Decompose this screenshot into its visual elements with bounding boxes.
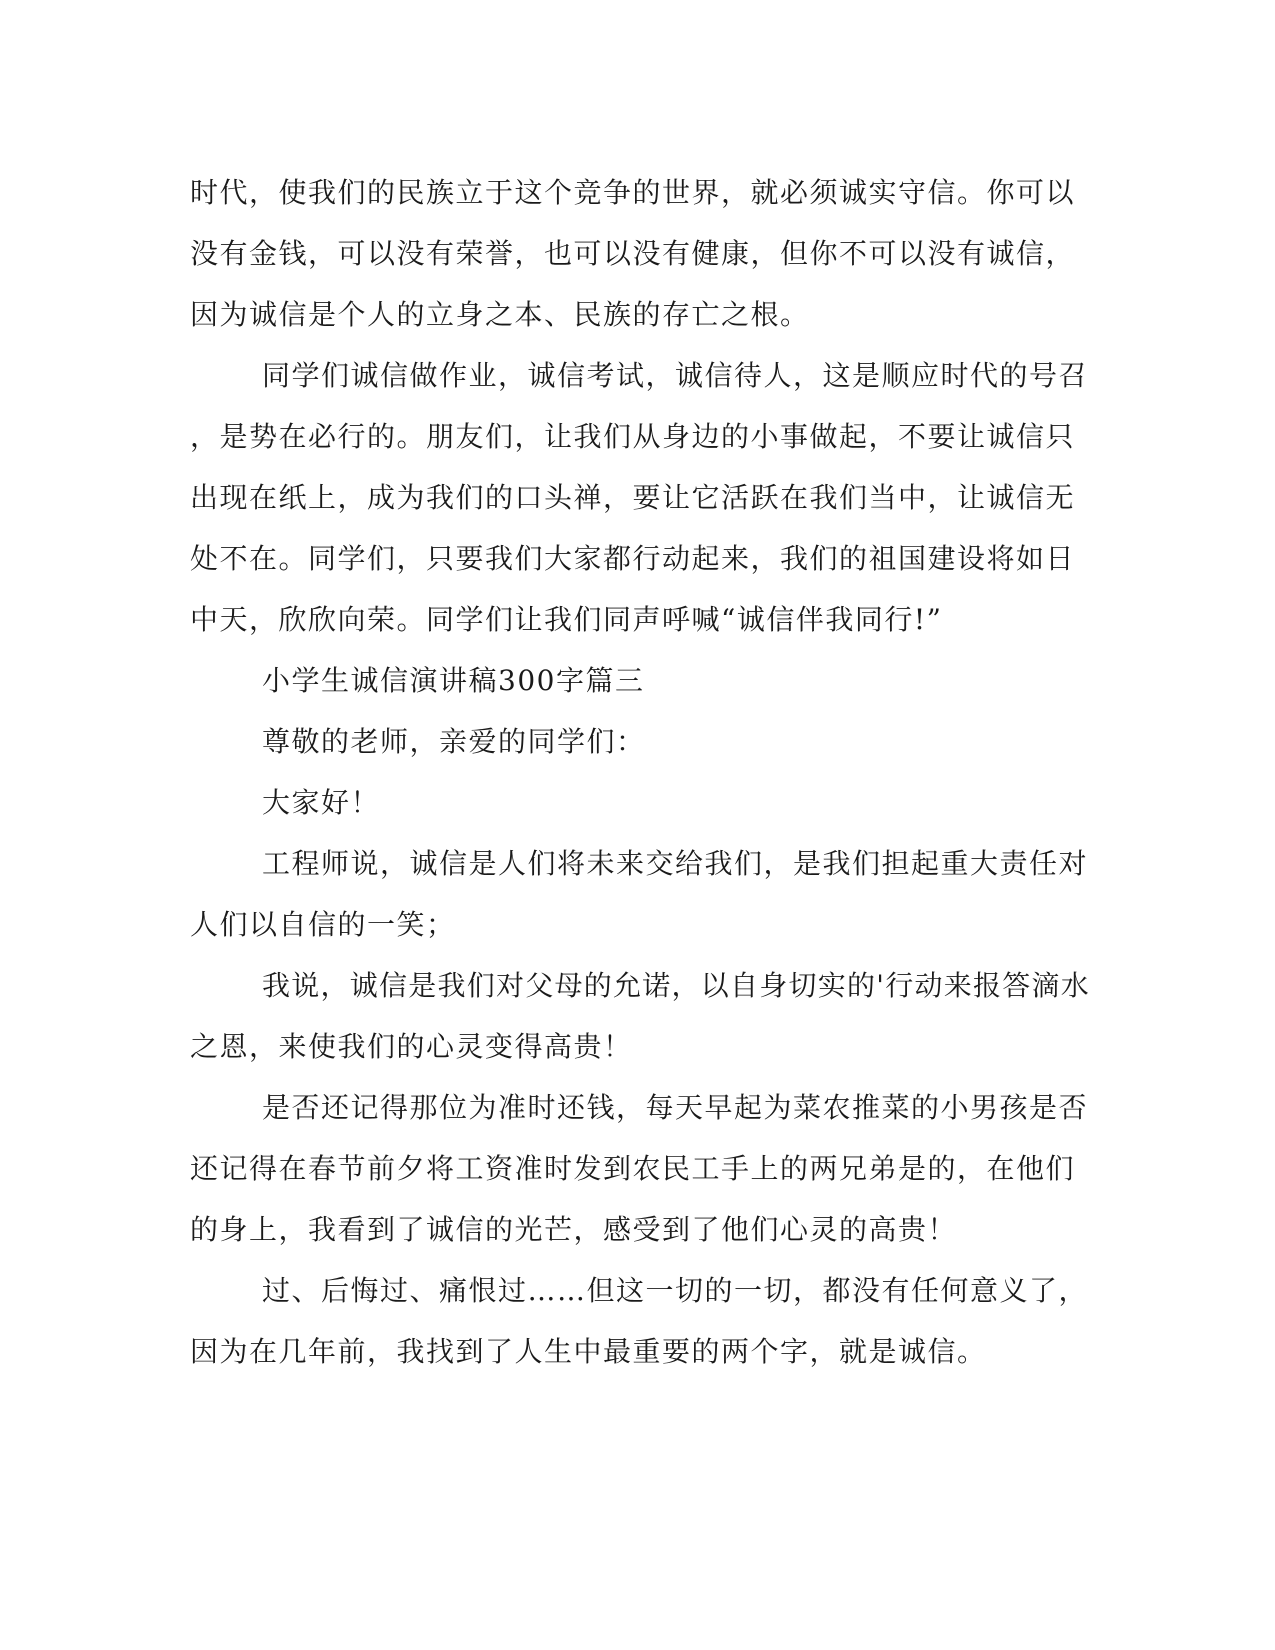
text-line-20: 因为在几年前，我找到了人生中最重要的两个字，就是诚信。 <box>190 1335 987 1368</box>
text-line-17: 还记得在春节前夕将工资准时发到农民工手上的两兄弟是的，在他们 <box>190 1152 1076 1185</box>
text-line-14: 我说，诚信是我们对父母的允诺，以自身切实的'行动来报答滴水 <box>262 969 1090 1002</box>
text-line-1: 时代，使我们的民族立于这个竞争的世界，就必须诚实守信。你可以 <box>190 176 1076 209</box>
text-line-15: 之恩，来使我们的心灵变得高贵！ <box>190 1030 633 1063</box>
text-line-6: 出现在纸上，成为我们的口头禅，要让它活跃在我们当中，让诚信无 <box>190 481 1076 514</box>
document-body <box>190 162 1090 1382</box>
text-line-12: 工程师说，诚信是人们将未来交给我们，是我们担起重大责任对 <box>262 847 1089 880</box>
text-line-3: 因为诚信是个人的立身之本、民族的存亡之根。 <box>190 298 810 331</box>
text-line-5: ，是势在必行的。朋友们，让我们从身边的小事做起，不要让诚信只 <box>190 420 1076 453</box>
text-line-7: 处不在。同学们，只要我们大家都行动起来，我们的祖国建设将如日 <box>190 542 1076 575</box>
text-line-2: 没有金钱，可以没有荣誉，也可以没有健康，但你不可以没有诚信， <box>190 237 1076 270</box>
text-line-18: 的身上，我看到了诚信的光芒，感受到了他们心灵的高贵！ <box>190 1213 958 1246</box>
text-line-19: 过、后悔过、痛恨过……但这一切的一切，都没有任何意义了， <box>262 1274 1089 1307</box>
text-line-13: 人们以自信的一笑； <box>190 908 456 941</box>
salutation: 尊敬的老师，亲爱的同学们： <box>262 725 646 758</box>
text-line-4: 同学们诚信做作业，诚信考试，诚信待人，这是顺应时代的号召 <box>262 359 1089 392</box>
text-line-8: 中天，欣欣向荣。同学们让我们同声呼喊“诚信伴我同行!” <box>190 603 943 636</box>
greeting: 大家好！ <box>262 786 381 819</box>
text-line-16: 是否还记得那位为准时还钱，每天早起为菜农推菜的小男孩是否 <box>262 1091 1089 1124</box>
section-heading: 小学生诚信演讲稿300字篇三 <box>262 664 645 697</box>
